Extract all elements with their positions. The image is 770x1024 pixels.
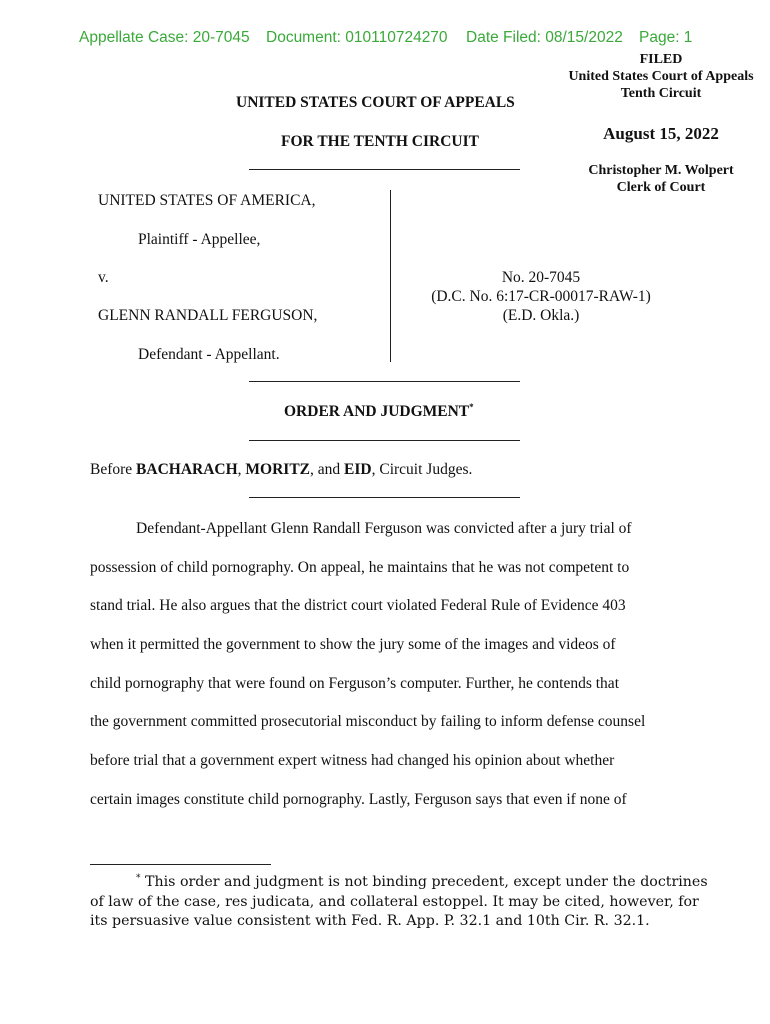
judges-suffix: , Circuit Judges. [371,461,473,478]
defendant-name: GLENN RANDALL FERGUSON, [98,307,318,324]
caption-divider [390,190,391,362]
body-line: possession of child pornography. On appeal, he maintains that he was not competent to [90,559,630,576]
footnote-line: its persuasive value consistent with Fed. R. App. P. 32.1 and 10th Cir. R. 32.1. [90,913,650,929]
filed-date: August 15, 2022 [603,124,719,143]
judge-eid: EID [344,461,372,478]
judges-rule [249,497,520,498]
footnote-marker: * [469,401,474,412]
court-title-line1: UNITED STATES COURT OF APPEALS [236,94,515,111]
order-title [284,403,474,421]
appellate-case-number: Appellate Case: 20-7045 [79,29,250,46]
body-line: when it permitted the government to show the jury some of the images and videos of [90,636,616,653]
body-line: before trial that a government expert witness had changed his opinion about whether [90,752,615,769]
body-line: stand trial. He also argues that the district court violated Federal Rule of Evidence 403 [90,597,626,614]
filed-circuit: Tenth Circuit [620,86,702,101]
body-line: Defendant-Appellant Glenn Randall Ferguson was convicted after a jury trial of [136,520,632,537]
case-number: No. 20-7045 [501,269,581,286]
district-court: (E.D. Okla.) [502,307,580,324]
clerk-title: Clerk of Court [616,180,706,195]
caption-rule [249,381,520,382]
judges-line [90,461,472,479]
before-text: Before [90,461,137,478]
defendant-role: Defendant - Appellant. [138,346,280,363]
body-line: certain images constitute child pornography. Lastly, Ferguson says that even if none of [90,791,627,808]
order-title-text: ORDER AND JUDGMENT [284,403,470,420]
plaintiff-name: UNITED STATES OF AMERICA, [98,192,316,209]
date-filed: Date Filed: 08/15/2022 [466,29,623,46]
footnote-text: This order and judgment is not binding precedent, except under the doctrines [145,874,708,890]
judge-moritz: MORITZ [245,461,311,478]
filed-label: FILED [639,52,683,67]
footnote-rule [90,864,271,865]
filed-stamp [556,52,766,102]
plaintiff-role: Plaintiff - Appellee, [138,231,261,248]
footnote-marker: * [136,873,141,884]
clerk-name: Christopher M. Wolpert [588,163,734,178]
body-line: child pornography that were found on Ferguson’s computer. Further, he contends that [90,675,619,692]
footnote-line [136,874,708,890]
judges-sep2: , and [310,461,345,478]
filed-court: United States Court of Appeals [568,69,754,84]
district-case-number: (D.C. No. 6:17-CR-00017-RAW-1) [431,288,651,305]
judges-sep1: , [237,461,246,478]
court-title-line2: FOR THE TENTH CIRCUIT [281,133,479,150]
footnote-line: of law of the case, res judicata, and collateral estoppel. It may be cited, however, for [90,894,699,910]
document-number: Document: 010110724270 [266,29,448,46]
judge-bacharach: BACHARACH [136,461,238,478]
body-line: the government committed prosecutorial misconduct by failing to inform defense counsel [90,713,646,730]
clerk-block [556,163,766,196]
versus-label: v. [98,269,109,286]
title-rule [249,169,520,170]
order-rule [249,440,520,441]
page-number: Page: 1 [639,29,693,46]
